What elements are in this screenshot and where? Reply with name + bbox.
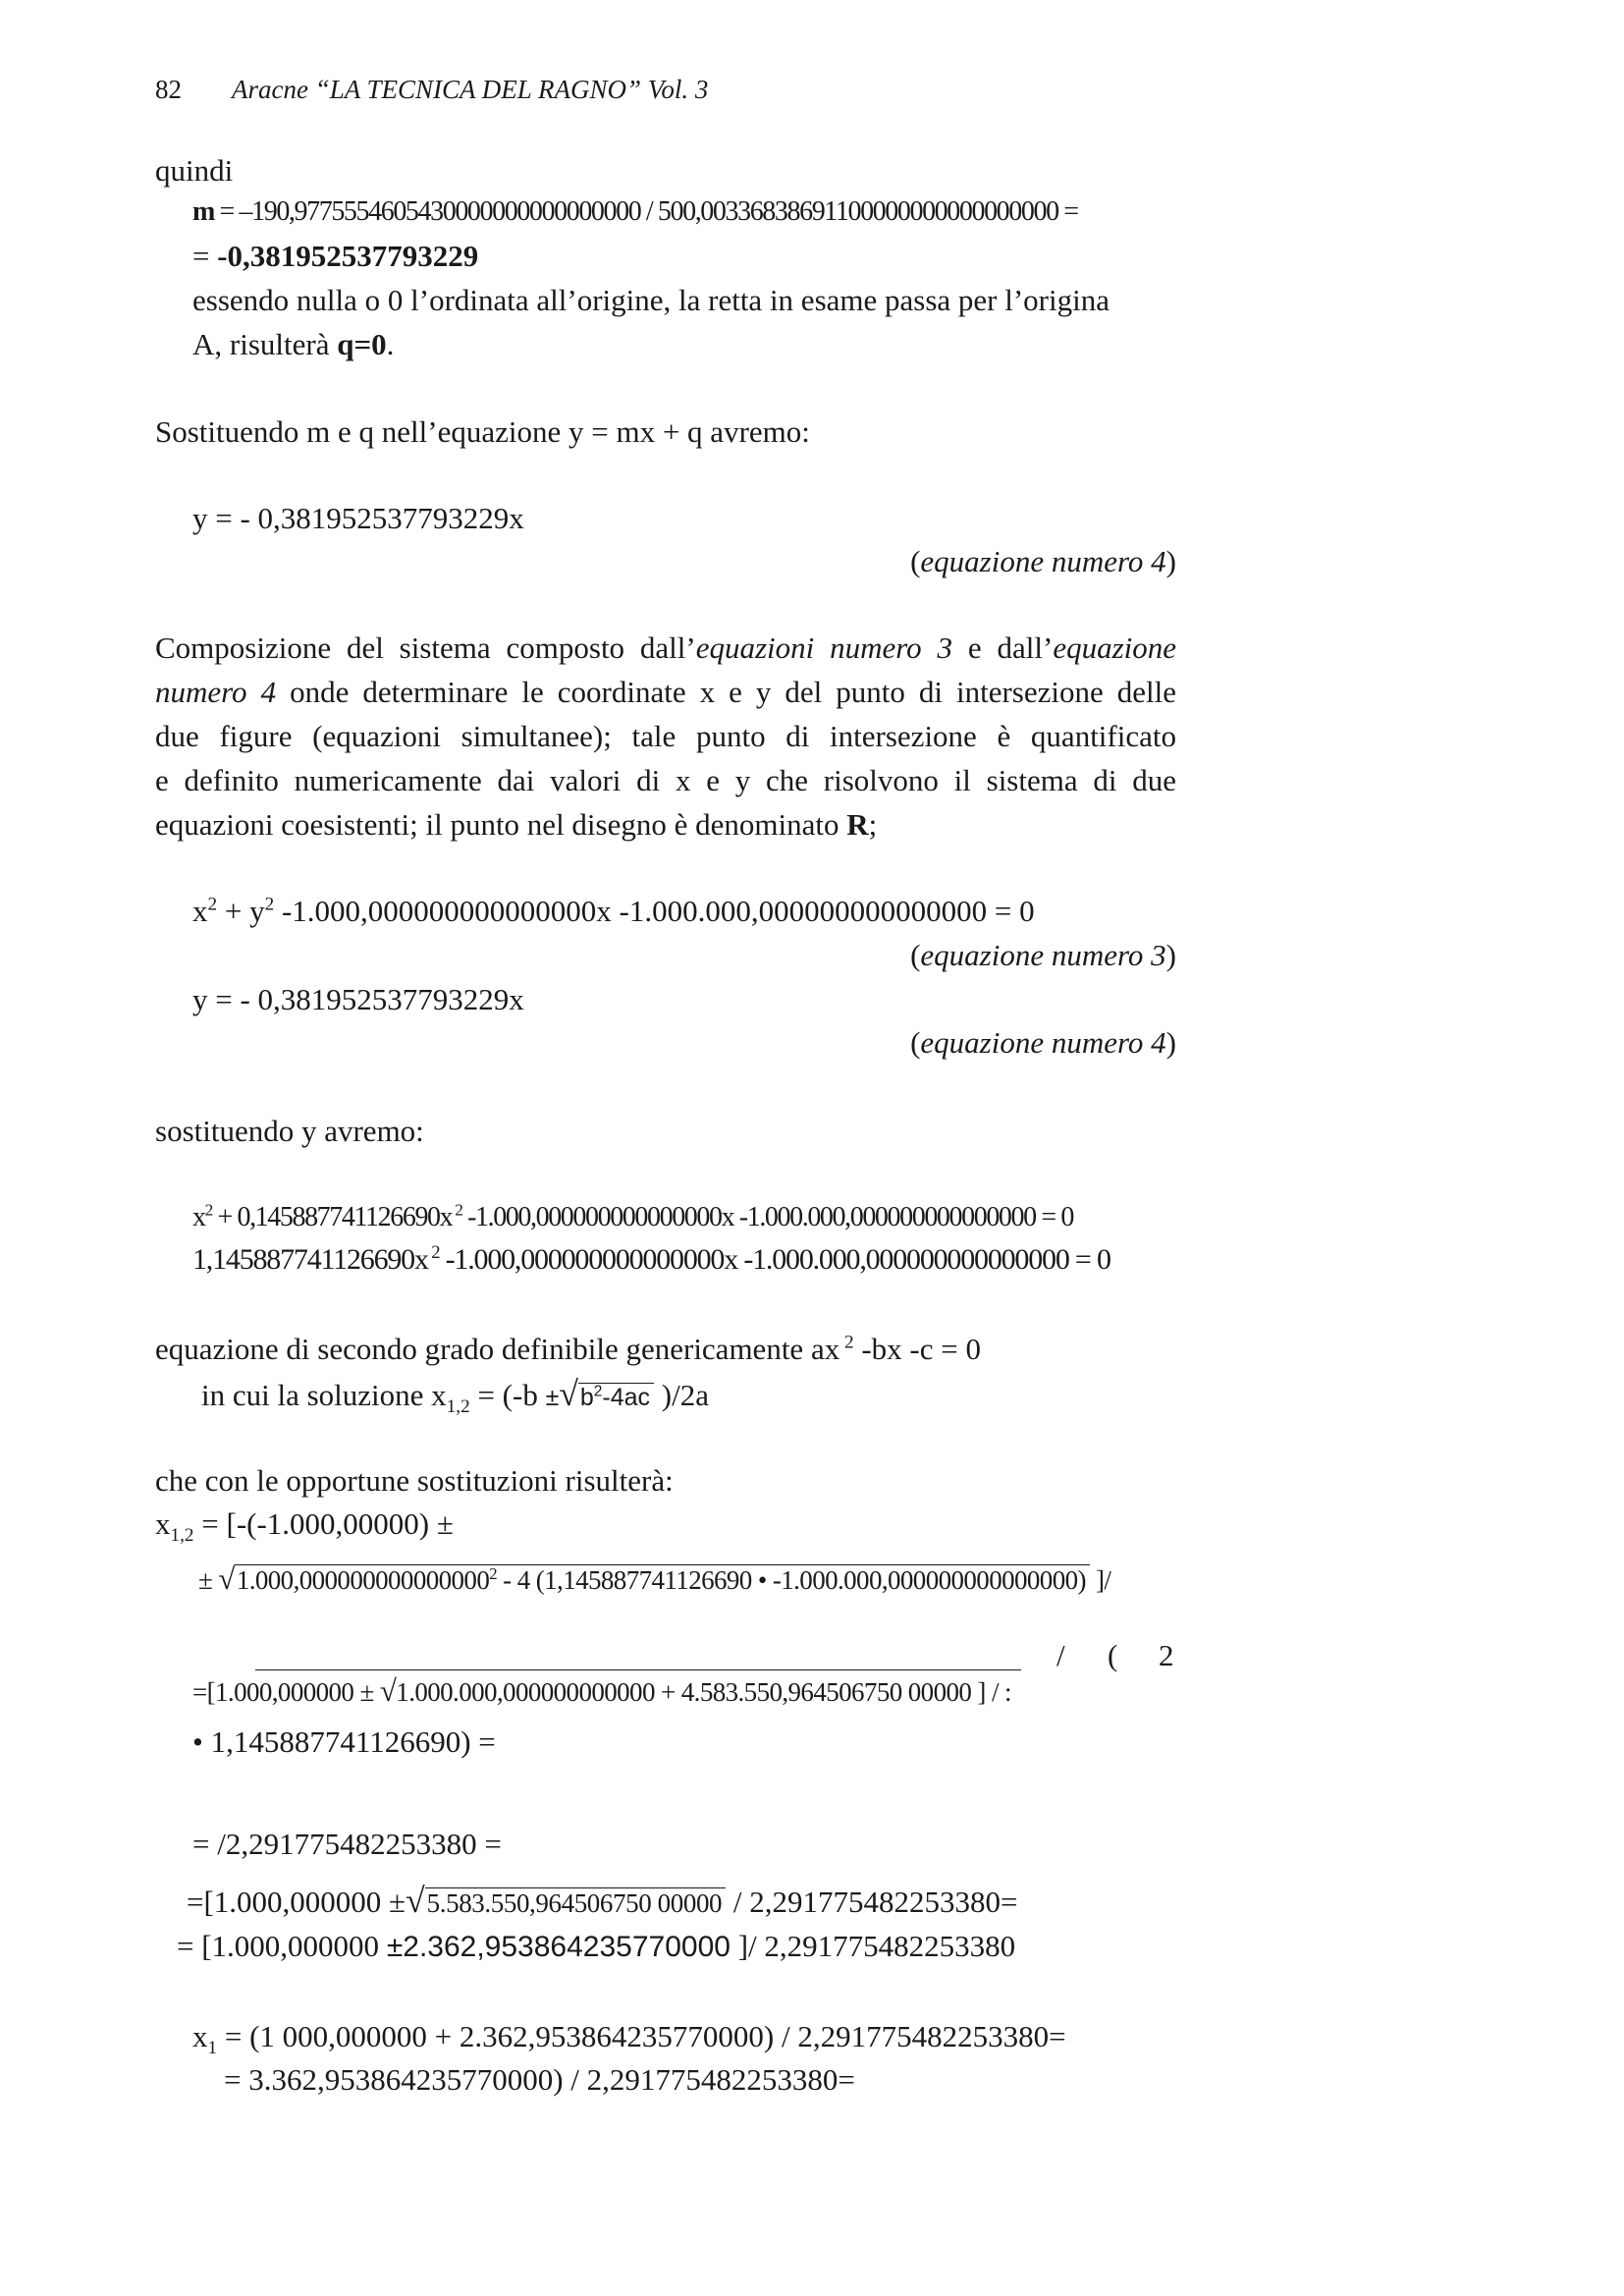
note-line-2 xyxy=(192,329,394,359)
simplified-radicand: 5.583.550,964506750 00000 xyxy=(425,1887,727,1917)
text-quindi: quindi xyxy=(155,153,234,188)
substituted-equation-1: $x^2 + 0,145887741126690x$ $^2$ -1.000,000000000000000x -1.000.000,000000000000000 = 0 xyxy=(192,1200,1073,1232)
discriminant-line: ± $√1.000,000000000000000^2 - 4$ (1,145887741126690 • -1.000.000,000000000000000) ]/ xyxy=(198,1561,1111,1596)
m-label: m xyxy=(192,196,214,227)
solution-formula-line: in cui la soluzione $x_{1,2} = (-b \pm√b^2-4ac$ )/2a xyxy=(201,1374,709,1418)
sqrt-icon: √ xyxy=(218,1561,235,1596)
fragment-two: 2 xyxy=(1159,1638,1174,1672)
note-line-2-suffix: . xyxy=(386,327,395,361)
paragraph-row-3: due figure (equazioni simultanee); tale punto di intersezione è quantificato xyxy=(155,719,1176,753)
q-value: q=0 xyxy=(337,327,387,361)
note-line-1: essendo nulla o 0 l’ordinata all’origine, la retta in esame passa per l’origina xyxy=(192,283,1110,317)
system-paragraph xyxy=(155,626,1176,847)
fragment-paren: ( xyxy=(1108,1638,1118,1672)
denominator-result-line: = /2,291775482253380 = xyxy=(192,1827,502,1861)
paragraph-row-2: numero 4 onde determinare le coordinate x e y del punto di intersezione delle xyxy=(155,675,1176,709)
equation-label-4a xyxy=(785,546,1176,576)
pm-sign: ± xyxy=(545,1384,560,1411)
label-open: ( xyxy=(910,544,921,578)
fragment-slash: / xyxy=(1056,1638,1065,1672)
paragraph-row-4: e definito numericamente dai valori di x e y che risolvono il sistema di due xyxy=(155,763,1176,797)
simplified-line-1: =[1.000,000000 ± √1.000.000,000000000000 + 4.583.550,964506750 00000 ] / : xyxy=(192,1673,1011,1708)
equation-line-4a: y = - 0,381952537793229x xyxy=(192,501,524,535)
note-line-2-prefix: A, risulterà xyxy=(192,327,338,361)
paragraph-row-1: Composizione del sistema composto dall’equazioni numero 3 e dall’equazione xyxy=(155,630,1176,665)
m-result-line xyxy=(192,241,478,271)
running-title: Aracne “LA TECNICA DEL RAGNO” Vol. 3 xyxy=(232,75,709,104)
paragraph-row-5: equazioni coesistenti; il punto nel disegno è denominato R; xyxy=(155,807,878,842)
substituted-equation-2: 1,145887741126690x $^2$ -1.000,000000000000000x -1.000.000,000000000000000 = 0 xyxy=(192,1242,1110,1276)
label-text: equazione numero 4 xyxy=(920,544,1166,578)
substitution-intro: che con le opportune sostituzioni risulterà: xyxy=(155,1463,674,1498)
equation-label-4b: (equazione numero 4) xyxy=(910,1025,1176,1060)
sostituendo-y-line: sostituendo y avremo: xyxy=(155,1114,424,1148)
equation-3-line: $x^2 + y^2$ -1.000,000000000000000x -1.000.000,000000000000000 = 0 xyxy=(192,894,1035,928)
x1-line: $x_1 = (1$ 000,000000 + 2.362,953864235770000) / 2,291775482253380= xyxy=(192,2019,1066,2059)
equation-label-3: (equazione numero 3) xyxy=(910,938,1176,972)
denominator-line: • 1,145887741126690) = xyxy=(192,1724,496,1759)
m-result: -0,381952537793229 xyxy=(217,239,479,273)
simplified-line-2: =[1.000,000000 ±√5.583.550,964506750 00000 / 2,291775482253380= xyxy=(187,1881,1018,1920)
radicand: $b^2-4ac$ xyxy=(578,1383,654,1410)
m-result-prefix: = xyxy=(192,239,218,273)
m-formula-line xyxy=(192,198,1078,226)
x12-line: $x_{1,2} = [-(-1.000,00000)$ ± xyxy=(155,1506,454,1547)
fragment-rule xyxy=(255,1669,1021,1670)
sostituendo-line: Sostituendo m e q nell’equazione y = mx + q avremo: xyxy=(155,414,810,449)
sqrt-icon: √ xyxy=(379,1673,397,1708)
sqrt-icon: √ xyxy=(406,1881,425,1920)
x1-result-line: = 3.362,953864235770000) / 2,291775482253380= xyxy=(224,2062,855,2097)
label-close: ) xyxy=(1165,544,1176,578)
page-number: 82 xyxy=(155,75,182,104)
discriminant-radicand: 1.000,000000000000000$^2$ - 4 (1,145887741126690 • -1.000.000,000000000000000) xyxy=(235,1564,1090,1594)
simplified-line-3: = [1.000,000000 ±2.362,953864235770000 ]/ 2,291775482253380 xyxy=(177,1929,1016,1963)
equation-4-line: y = - 0,381952537793229x xyxy=(192,982,524,1016)
sqrt-icon: √ xyxy=(559,1374,578,1413)
quadratic-line: equazione di secondo grado definibile genericamente ax $^2$ -bx -c = 0 xyxy=(155,1332,981,1366)
m-formula: = –190,9775554605430000000000000000 / 500,00336838691100000000000000000 = xyxy=(213,196,1078,227)
